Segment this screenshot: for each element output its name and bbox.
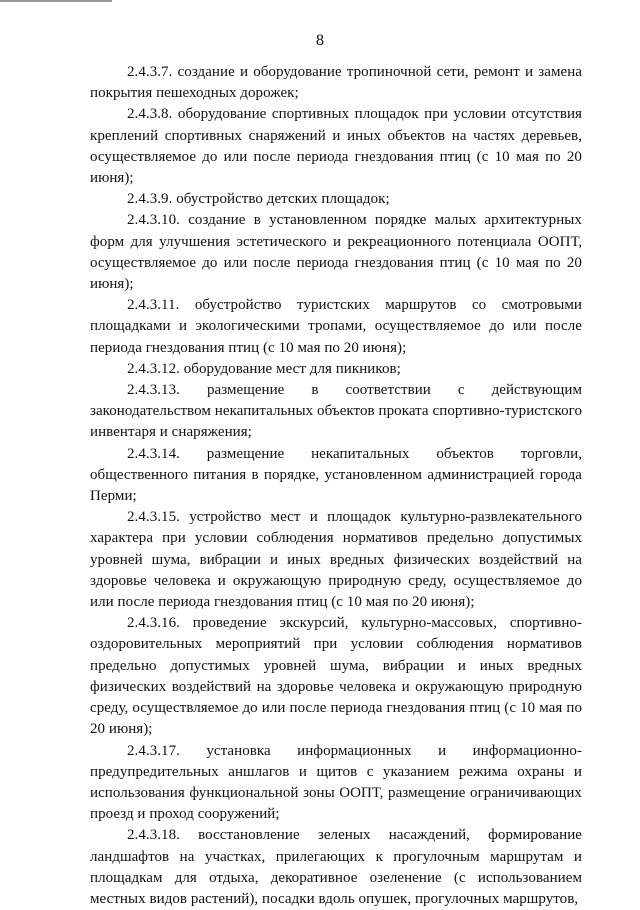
paragraph-2-4-3-17: 2.4.3.17. установка информационных и информационно-предупредительных аншлагов и щитов с указанием режима охраны и использования функциональной зоны ООПТ, размещение ограничивающих проезд и проход сооружений;: [90, 742, 582, 823]
paragraph-2-4-3-10: 2.4.3.10. создание в установленном порядке малых архитектурных форм для улучшения эстетического и рекреационного потенциала ООПТ, осуществляемое до или после периода гнездования птиц (с 10 мая по 20 июня);: [90, 212, 582, 293]
page-number: 8: [316, 32, 324, 49]
document-body: [90, 62, 582, 910]
paragraph-2-4-3-13: 2.4.3.13. размещение в соответствии с действующим законодательством некапитальных объектов проката спортивно-туристского инвентаря и снаряжения;: [90, 382, 582, 441]
paragraph-2-4-3-12: 2.4.3.12. оборудование мест для пикников;: [127, 360, 401, 377]
paragraph-2-4-3-16: 2.4.3.16. проведение экскурсий, культурно-массовых, спортивно-оздоровительных мероприятий при условии соблюдения нормативов предельно допустимых уровней шума, вибрации и иных вредных физических воздействий на здоровье человека и окружающую природную среду, осуществляемое до или после периода гнездования птиц (с 10 мая по 20 июня);: [90, 615, 582, 738]
paragraph-2-4-3-18: 2.4.3.18. восстановление зеленых насаждений, формирование ландшафтов на участках, прилегающих к прогулочным маршрутам и площадкам для отдыха, декоративное озеленение (с использованием местных видов растений), посадки вдоль опушек, прогулочных маршрутов,: [90, 827, 582, 907]
paragraph-2-4-3-15: 2.4.3.15. устройство мест и площадок культурно-развлекательного характера при условии соблюдения нормативов предельно допустимых уровней шума, вибрации и иных вредных физических воздействий на здоровье человека и окружающую природную среду, осуществляемое до или после периода гнездования птиц (с 10 мая по 20 июня);: [90, 509, 582, 611]
paragraph-2-4-3-7: 2.4.3.7. создание и оборудование тропиночной сети, ремонт и замена покрытия пешеходных дорожек;: [90, 64, 582, 102]
paragraph-2-4-3-9: 2.4.3.9. обустройство детских площадок;: [127, 191, 390, 208]
paragraph-2-4-3-8: 2.4.3.8. оборудование спортивных площадок при условии отсутствия креплений спортивных снаряжений и иных объектов на частях деревьев, осуществляемое до или после периода гнездования птиц (с 10 мая по 20 июня);: [90, 106, 582, 187]
paragraph-2-4-3-11: 2.4.3.11. обустройство туристских маршрутов со смотровыми площадками и экологическими тропами, осуществляемое до или после периода гнездования птиц (с 10 мая по 20 июня);: [90, 297, 582, 356]
scan-edge-mark: [0, 0, 112, 2]
paragraph-2-4-3-14: 2.4.3.14. размещение некапитальных объектов торговли, общественного питания в порядке, установленном администрацией города Перми;: [90, 445, 582, 505]
